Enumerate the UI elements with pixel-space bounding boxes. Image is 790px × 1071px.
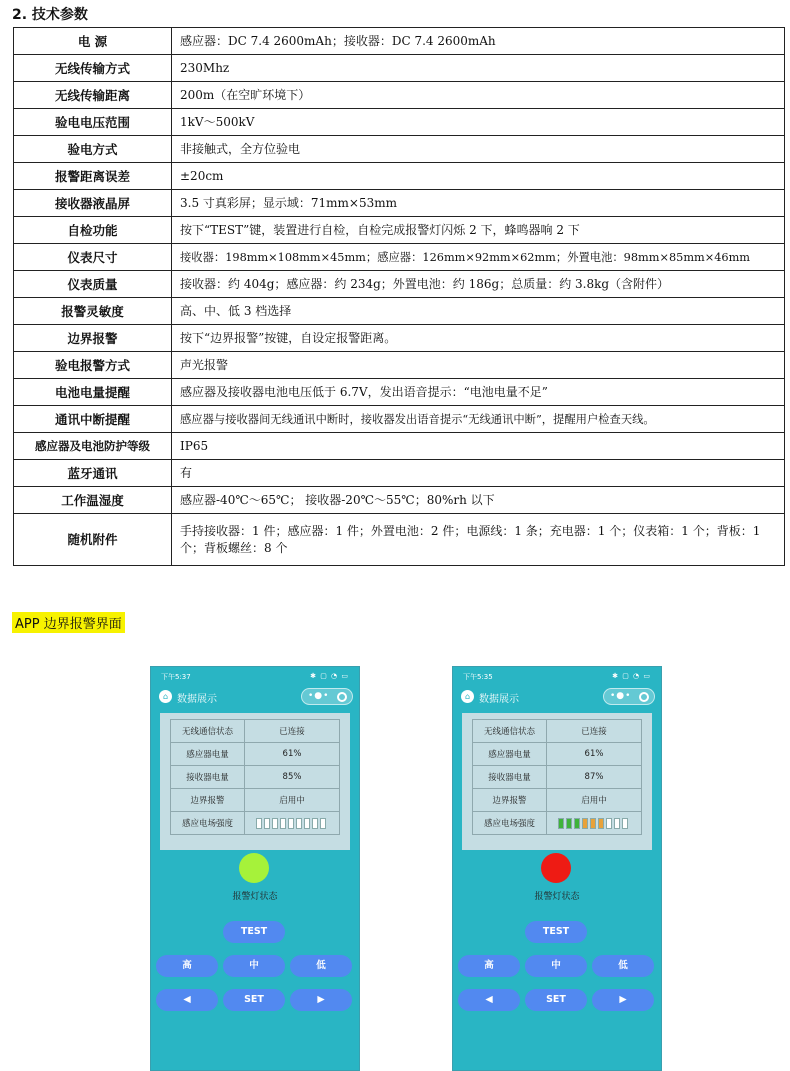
sensitivity-high-button[interactable]: 高: [156, 955, 218, 977]
home-icon[interactable]: ⌂: [159, 690, 172, 703]
spec-value: 接收器：约 404g；感应器：约 234g；外置电池：约 186g；总质量：约 3.8kg（含附件）: [172, 271, 785, 298]
spec-label: 电池电量提醒: [14, 379, 172, 406]
spec-table: [13, 27, 785, 566]
field-strength-segment: [256, 818, 262, 829]
spec-label: 感应器及电池防护等级: [14, 433, 172, 460]
alarm-lamp: [541, 853, 571, 883]
status-label: 无线通信状态: [473, 720, 547, 743]
status-value: 启用中: [245, 789, 340, 812]
spec-label: 验电报警方式: [14, 352, 172, 379]
spec-value: 非接触式，全方位验电: [172, 136, 785, 163]
mini-program-capsule[interactable]: [603, 688, 655, 705]
section-heading: 2. 技术参数: [12, 7, 88, 23]
field-strength-segment: [566, 818, 572, 829]
sensitivity-low-button[interactable]: 低: [592, 955, 654, 977]
table-row: [171, 812, 340, 835]
spec-label: 接收器液晶屏: [14, 190, 172, 217]
status-value: 已连接: [547, 720, 642, 743]
spec-label: 边界报警: [14, 325, 172, 352]
sensitivity-high-button[interactable]: 高: [458, 955, 520, 977]
spec-label: 仪表质量: [14, 271, 172, 298]
table-row: [171, 743, 340, 766]
field-strength-segment: [622, 818, 628, 829]
field-strength-segment: [280, 818, 286, 829]
spec-value: 按下“边界报警”按键，自设定报警距离。: [172, 325, 785, 352]
right-arrow-button[interactable]: ▶: [592, 989, 654, 1011]
status-icons: ✱ ▢ ◔ ▭: [612, 672, 651, 680]
spec-value: 3.5 寸真彩屏；显示域：71mm×53mm: [172, 190, 785, 217]
table-row: [473, 789, 642, 812]
test-button[interactable]: TEST: [525, 921, 587, 943]
spec-value: 230Mhz: [172, 55, 785, 82]
field-strength-meter: [256, 818, 328, 829]
page-title: 数据展示: [177, 694, 217, 705]
spec-value: 1kV～500kV: [172, 109, 785, 136]
table-row: [14, 514, 785, 566]
spec-label: 工作温湿度: [14, 487, 172, 514]
status-table: [472, 719, 642, 835]
status-label: 边界报警: [171, 789, 245, 812]
spec-value: 手持接收器：1 件；感应器：1 件；外置电池：2 件；电源线：1 条；充电器：1 个；仪表箱：1 个；背板：1 个；背板螺丝：8 个: [172, 514, 785, 566]
status-time: 下午5:35: [463, 673, 493, 681]
table-row: [14, 487, 785, 514]
spec-value: 声光报警: [172, 352, 785, 379]
status-value: 61%: [245, 743, 340, 766]
table-row: [473, 720, 642, 743]
table-row: [473, 812, 642, 835]
table-row: [171, 789, 340, 812]
status-icons: ✱ ▢ ◔ ▭: [310, 672, 349, 680]
table-row: [473, 766, 642, 789]
status-label: 感应器电量: [171, 743, 245, 766]
status-value: 87%: [547, 766, 642, 789]
status-label: 感应电场强度: [473, 812, 547, 835]
status-table: [170, 719, 340, 835]
field-strength-segment: [304, 818, 310, 829]
status-bar: [161, 672, 349, 684]
status-panel: [462, 713, 652, 850]
table-row: [14, 109, 785, 136]
field-strength-segment: [558, 818, 564, 829]
spec-label: 报警灵敏度: [14, 298, 172, 325]
alarm-lamp-label: 报警灯状态: [534, 892, 580, 902]
table-row: [14, 379, 785, 406]
home-icon[interactable]: ⌂: [461, 690, 474, 703]
table-row: [14, 298, 785, 325]
table-row: [14, 217, 785, 244]
more-icon[interactable]: •●•: [308, 691, 330, 701]
field-strength-cell: [245, 812, 340, 835]
spec-value: 按下“TEST”键，装置进行自检，自检完成报警灯闪烁 2 下，蜂鸣器响 2 下: [172, 217, 785, 244]
field-strength-segment: [272, 818, 278, 829]
spec-label: 随机附件: [14, 514, 172, 566]
status-label: 接收器电量: [473, 766, 547, 789]
app-heading: APP 边界报警界面: [12, 612, 125, 633]
spec-label: 通讯中断提醒: [14, 406, 172, 433]
spec-value: 接收器：198mm×108mm×45mm；感应器：126mm×92mm×62mm；外置电池：98mm×85mm×46mm: [172, 244, 785, 271]
table-row: [14, 406, 785, 433]
spec-label: 蓝牙通讯: [14, 460, 172, 487]
field-strength-segment: [288, 818, 294, 829]
status-label: 感应电场强度: [171, 812, 245, 835]
mini-program-capsule[interactable]: [301, 688, 353, 705]
field-strength-segment: [590, 818, 596, 829]
field-strength-segment: [598, 818, 604, 829]
more-icon[interactable]: •●•: [610, 691, 632, 701]
spec-label: 无线传输方式: [14, 55, 172, 82]
spec-value: 感应器及接收器电池电压低于 6.7V，发出语音提示：“电池电量不足”: [172, 379, 785, 406]
field-strength-segment: [574, 818, 580, 829]
spec-label: 自检功能: [14, 217, 172, 244]
title-bar: [459, 687, 655, 707]
page-title: 数据展示: [479, 694, 519, 705]
sensitivity-mid-button[interactable]: 中: [525, 955, 587, 977]
status-value: 61%: [547, 743, 642, 766]
close-target-icon[interactable]: [639, 692, 649, 702]
phone-screenshot-alarm: [452, 666, 662, 1071]
table-row: [14, 28, 785, 55]
spec-value: 200m（在空旷环境下）: [172, 82, 785, 109]
spec-label: 报警距离误差: [14, 163, 172, 190]
spec-label: 无线传输距离: [14, 82, 172, 109]
table-row: [171, 720, 340, 743]
table-row: [14, 433, 785, 460]
spec-label: 验电方式: [14, 136, 172, 163]
status-value: 启用中: [547, 789, 642, 812]
field-strength-segment: [264, 818, 270, 829]
spec-value: 有: [172, 460, 785, 487]
status-label: 无线通信状态: [171, 720, 245, 743]
field-strength-segment: [320, 818, 326, 829]
spec-label: 验电电压范围: [14, 109, 172, 136]
test-button[interactable]: TEST: [223, 921, 285, 943]
set-button[interactable]: SET: [525, 989, 587, 1011]
field-strength-meter: [558, 818, 630, 829]
left-arrow-button[interactable]: ◀: [458, 989, 520, 1011]
table-row: [14, 190, 785, 217]
status-panel: [160, 713, 350, 850]
table-row: [14, 55, 785, 82]
table-row: [14, 325, 785, 352]
status-label: 边界报警: [473, 789, 547, 812]
field-strength-segment: [582, 818, 588, 829]
field-strength-segment: [296, 818, 302, 829]
status-value: 已连接: [245, 720, 340, 743]
status-bar: [463, 672, 651, 684]
spec-value: 感应器-40℃～65℃； 接收器-20℃～55℃；80%rh 以下: [172, 487, 785, 514]
spec-value: ±20cm: [172, 163, 785, 190]
title-bar: [157, 687, 353, 707]
field-strength-cell: [547, 812, 642, 835]
spec-value: 高、中、低 3 档选择: [172, 298, 785, 325]
close-target-icon[interactable]: [337, 692, 347, 702]
table-row: [14, 82, 785, 109]
table-row: [14, 352, 785, 379]
table-row: [171, 766, 340, 789]
spec-value: 感应器与接收器间无线通讯中断时，接收器发出语音提示“无线通讯中断”，提醒用户检查天线。: [172, 406, 785, 433]
left-arrow-button[interactable]: ◀: [156, 989, 218, 1011]
table-row: [14, 244, 785, 271]
table-row: [14, 460, 785, 487]
table-row: [14, 136, 785, 163]
status-label: 感应器电量: [473, 743, 547, 766]
sensitivity-mid-button[interactable]: 中: [223, 955, 285, 977]
phone-screenshot-normal: [150, 666, 360, 1071]
field-strength-segment: [614, 818, 620, 829]
spec-label: 仪表尺寸: [14, 244, 172, 271]
right-arrow-button[interactable]: ▶: [290, 989, 352, 1011]
alarm-lamp: [239, 853, 269, 883]
spec-label: 电 源: [14, 28, 172, 55]
status-time: 下午5:37: [161, 673, 191, 681]
spec-value: IP65: [172, 433, 785, 460]
sensitivity-low-button[interactable]: 低: [290, 955, 352, 977]
alarm-lamp-label: 报警灯状态: [232, 892, 278, 902]
field-strength-segment: [312, 818, 318, 829]
field-strength-segment: [606, 818, 612, 829]
set-button[interactable]: SET: [223, 989, 285, 1011]
table-row: [14, 271, 785, 298]
status-value: 85%: [245, 766, 340, 789]
spec-value: 感应器：DC 7.4 2600mAh；接收器：DC 7.4 2600mAh: [172, 28, 785, 55]
status-label: 接收器电量: [171, 766, 245, 789]
table-row: [473, 743, 642, 766]
table-row: [14, 163, 785, 190]
